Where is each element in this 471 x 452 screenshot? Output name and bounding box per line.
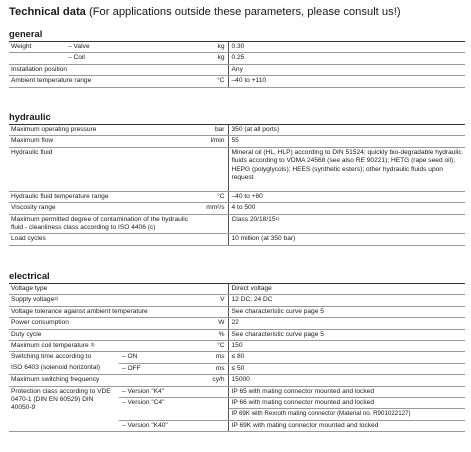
footnote-marker: 2) bbox=[54, 296, 59, 302]
table-row bbox=[9, 136, 465, 147]
row-label bbox=[9, 53, 65, 64]
row-value: IP 69K with mating connector mounted and locked bbox=[228, 420, 465, 431]
row-value: ≤ 80 bbox=[228, 352, 465, 363]
section-title-general: general bbox=[9, 28, 43, 39]
row-value: IP 69K with Rexroth mating connector (Material no. R901022127) bbox=[228, 409, 465, 420]
row-sub: – Valve bbox=[65, 42, 198, 53]
row-sub: – Version "C4" bbox=[122, 399, 165, 407]
table-row bbox=[9, 42, 465, 53]
row-unit bbox=[198, 64, 228, 75]
row-unit: ms bbox=[198, 363, 228, 374]
row-value: Mineral oil (HL, HLP) according to DIN 51524; quickly bio-degradable hydraulic fluids according to VDMA 24568 (see also RE 90221); HETG (rape seed oil); HEPG (polyglycols); HEES (synthetic esters); other hydraulic fluids upon request bbox=[228, 147, 465, 191]
row-value: 55 bbox=[228, 136, 465, 147]
row-value: 4 to 500 bbox=[228, 203, 465, 214]
label-text: Supply voltage bbox=[11, 296, 55, 304]
row-sub: – Version "K4" bbox=[119, 386, 198, 397]
row-value: 350 (at all ports) bbox=[228, 125, 465, 136]
row-unit bbox=[198, 409, 228, 420]
footnote-marker: 1) bbox=[275, 215, 280, 221]
table-row bbox=[9, 64, 465, 75]
row-value: See characteristic curve page 5 bbox=[228, 306, 465, 317]
row-value: 0.30 bbox=[228, 42, 465, 53]
row-value: 150 bbox=[228, 341, 465, 352]
row-label: Power consumption bbox=[9, 318, 198, 329]
table-row bbox=[9, 363, 465, 374]
row-unit: °C bbox=[198, 76, 228, 87]
table-row bbox=[9, 234, 465, 245]
row-value: 15000 bbox=[228, 375, 465, 386]
protection-label: Protection class according to VDE 0470-1 (DIN EN 60529) DIN 40050-9 bbox=[9, 386, 119, 432]
table-row bbox=[9, 352, 465, 363]
row-value: Direct voltage bbox=[228, 284, 465, 295]
row-label: Hydraulic fluid temperature range bbox=[9, 191, 198, 202]
section-title-hydraulic: hydraulic bbox=[9, 111, 51, 122]
electrical-table bbox=[9, 284, 465, 432]
table-row bbox=[9, 76, 465, 87]
row-label: Voltage type bbox=[9, 284, 198, 295]
label-text: Maximum coil temperature bbox=[11, 342, 89, 350]
page-title-bold: Technical data bbox=[9, 6, 86, 18]
row-unit: % bbox=[198, 329, 228, 340]
row-value: –40 to +110 bbox=[228, 76, 465, 87]
row-unit: l/min bbox=[198, 136, 228, 147]
row-label: ISO 6403 (solenoid horizontal) bbox=[9, 363, 119, 374]
row-label bbox=[9, 295, 198, 306]
row-unit bbox=[198, 420, 228, 431]
row-label: Switching time according to bbox=[11, 353, 92, 361]
row-label: Voltage tolerance against ambient temperature bbox=[9, 306, 198, 317]
row-value: IP 65 with mating connector mounted and locked bbox=[228, 386, 465, 397]
row-unit bbox=[198, 386, 228, 397]
row-value: 22 bbox=[228, 318, 465, 329]
row-label: Maximum operating pressure bbox=[9, 125, 198, 136]
row-sub: – OFF bbox=[119, 363, 198, 374]
row-sub bbox=[119, 409, 198, 420]
general-table bbox=[9, 42, 465, 88]
hydraulic-table bbox=[9, 125, 465, 246]
row-value: –40 to +80 bbox=[228, 191, 465, 202]
row-sub: – Coil bbox=[65, 53, 198, 64]
row-unit: cy/h bbox=[198, 375, 228, 386]
row-unit: bar bbox=[198, 125, 228, 136]
table-row bbox=[9, 341, 465, 352]
row-unit: kg bbox=[198, 42, 228, 53]
row-unit: W bbox=[198, 318, 228, 329]
row-label: Weight bbox=[9, 42, 65, 53]
row-label: Ambient temperature range bbox=[9, 76, 198, 87]
row-label bbox=[9, 341, 198, 352]
table-row bbox=[9, 125, 465, 136]
row-unit bbox=[198, 214, 228, 234]
row-value: 12 DC; 24 DC bbox=[228, 295, 465, 306]
row-value: ≤ 50 bbox=[228, 363, 465, 374]
value-text: Class 20/18/15 bbox=[231, 215, 276, 223]
row-value bbox=[228, 214, 465, 234]
row-sub: – Version "K40" bbox=[119, 420, 198, 431]
row-unit: °C bbox=[198, 191, 228, 202]
table-row bbox=[9, 386, 465, 397]
row-label: Installation position bbox=[9, 64, 198, 75]
row-label: Maximum permitted degree of contamination of the hydraulic fluid - cleanliness class according to ISO 4406 (c) bbox=[9, 214, 198, 234]
table-row bbox=[9, 329, 465, 340]
row-label: Maximum flow bbox=[9, 136, 198, 147]
row-unit bbox=[198, 234, 228, 245]
row-label: Maximum switching frequency bbox=[9, 375, 198, 386]
row-unit bbox=[198, 147, 228, 191]
row-unit bbox=[198, 306, 228, 317]
table-row bbox=[9, 214, 465, 234]
row-unit bbox=[198, 284, 228, 295]
row-label: Duty cycle bbox=[9, 329, 198, 340]
row-unit: V bbox=[198, 295, 228, 306]
table-row bbox=[9, 306, 465, 317]
table-row bbox=[9, 191, 465, 202]
table-row bbox=[9, 203, 465, 214]
row-unit: kg bbox=[198, 53, 228, 64]
table-row bbox=[9, 53, 465, 64]
page-title-note: (For applications outside these parameters, please consult us!) bbox=[85, 6, 401, 18]
row-value: 10 million (at 350 bar) bbox=[228, 234, 465, 245]
table-row bbox=[9, 375, 465, 386]
table-row bbox=[9, 295, 465, 306]
row-sub: – ON bbox=[119, 352, 198, 363]
table-row bbox=[9, 147, 465, 191]
row-label: Hydraulic fluid bbox=[9, 147, 198, 191]
row-unit: °C bbox=[198, 341, 228, 352]
row-value: Any bbox=[228, 64, 465, 75]
section-title-electrical: electrical bbox=[9, 270, 50, 281]
row-label: Viscosity range bbox=[9, 203, 198, 214]
footnote-marker: 3) bbox=[90, 342, 95, 348]
row-value: See characteristic curve page 5 bbox=[228, 329, 465, 340]
table-row bbox=[9, 284, 465, 295]
row-unit: ms bbox=[198, 352, 228, 363]
row-unit bbox=[198, 398, 228, 409]
row-value: 0.25 bbox=[228, 53, 465, 64]
page-title bbox=[9, 6, 401, 18]
row-value: IP 66 with mating connector mounted and locked bbox=[228, 398, 465, 409]
row-label: Load cycles bbox=[9, 234, 198, 245]
table-row bbox=[9, 318, 465, 329]
row-unit: mm²/s bbox=[198, 203, 228, 214]
